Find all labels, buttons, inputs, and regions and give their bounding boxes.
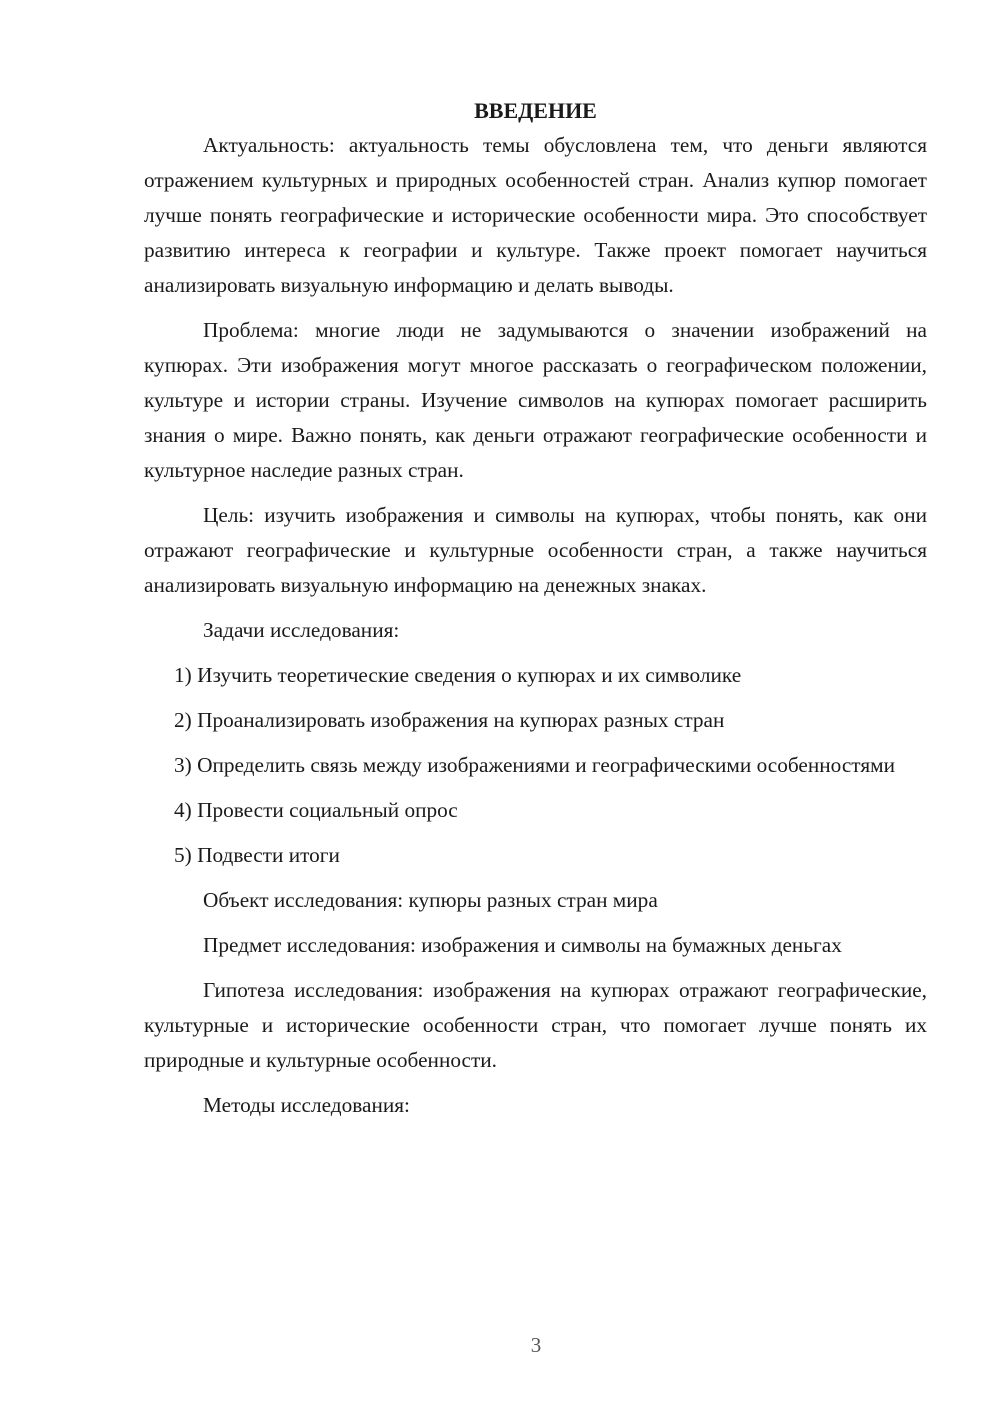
task-item-5: 5) Подвести итоги [174,843,340,867]
paragraph-goal: Цель: изучить изображения и символы на купюрах, чтобы понять, как они отражают географические и культурные особенности стран, а также научиться анализировать визуальную информацию на денежных знаках. [144,503,927,597]
task-item-1: 1) Изучить теоретические сведения о купюрах и их символике [174,663,742,687]
paragraph-hypothesis: Гипотеза исследования: изображения на купюрах отражают географические, культурные и исторические особенности стран, что помогает лучше понять их природные и культурные особенности. [144,978,927,1072]
paragraph-problem: Проблема: многие люди не задумываются о значении изображений на купюрах. Эти изображения могут многое рассказать о географическом положении, культуре и истории страны. Изучение символов на купюрах помогает расширить знания о мире. Важно понять, как деньги отражают географические особенности и культурное наследие разных стран. [144,318,927,482]
section-title: ВВЕДЕНИЕ [474,98,597,123]
task-item-4: 4) Провести социальный опрос [174,798,458,822]
paragraph-subject: Предмет исследования: изображения и символы на бумажных деньгах [203,933,842,957]
paragraph-relevance: Актуальность: актуальность темы обусловлена тем, что деньги являются отражением культурных и природных особенностей стран. Анализ купюр помогает лучше понять географические и исторические особенности мира. Это способствует развитию интереса к географии и культуре. Также проект помогает научиться анализировать визуальную информацию и делать выводы. [144,133,927,297]
task-item-2: 2) Проанализировать изображения на купюрах разных стран [174,708,725,732]
page-number: 3 [530,1333,542,1357]
paragraph-object: Объект исследования: купюры разных стран мира [203,888,658,912]
paragraph-tasks-heading: Задачи исследования: [203,618,400,642]
task-item-3: 3) Определить связь между изображениями и географическими особенностями [174,753,895,777]
document-page [144,93,927,1123]
paragraph-methods: Методы исследования: [203,1093,410,1117]
